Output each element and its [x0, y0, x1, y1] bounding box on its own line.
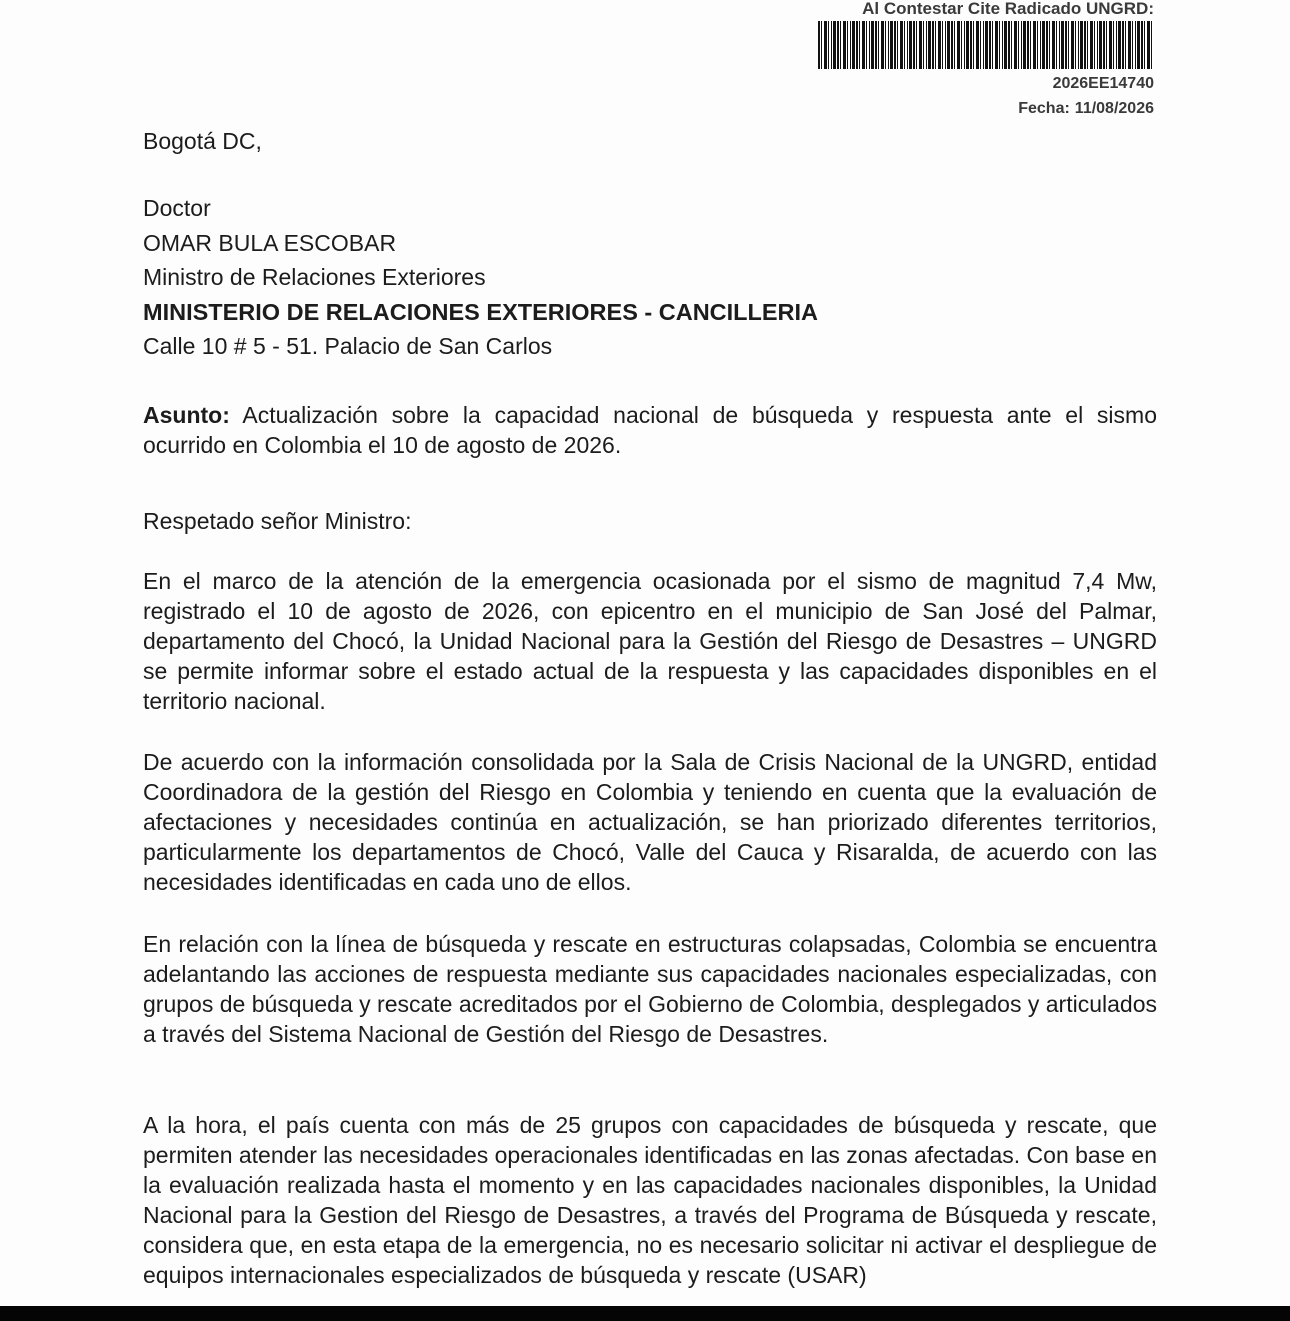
radicado-block: [790, 0, 1154, 18]
radicado-caption: Al Contestar Cite Radicado UNGRD:: [862, 0, 1154, 18]
paragraph-1: En el marco de la atención de la emergencia ocasionada por el sismo de magnitud 7,4 Mw, registrado el 10 de agosto de 2026, con epicentro en el municipio de San José del Palmar, departamento del Chocó, la Unidad Nacional para la Gestión del Riesgo de Desastres – UNGRD se permite informar sobre el estado actual de la respuesta y las capacidades disponibles en el territorio nacional.: [143, 568, 1157, 714]
subject-text: Actualización sobre la capacidad nacional de búsqueda y respuesta ante el sismo ocurrido en Colombia el 10 de agosto de 2026.: [143, 402, 1157, 458]
bottom-edge-bar: [0, 1306, 1290, 1321]
paragraph-3: En relación con la línea de búsqueda y rescate en estructuras colapsadas, Colombia se encuentra adelantando las acciones de respuesta mediante sus capacidades nacionales especializadas, con grupos de búsqueda y rescate acreditados por el Gobierno de Colombia, desplegados y articulados a través del Sistema Nacional de Gestión del Riesgo de Desastres.: [143, 931, 1157, 1047]
addressee-position: Ministro de Relaciones Exteriores: [143, 264, 486, 290]
addressee-address: Calle 10 # 5 - 51. Palacio de San Carlos: [143, 333, 553, 359]
date-value: 11/08/2026: [1074, 100, 1154, 117]
addressee-title: Doctor: [143, 195, 211, 221]
addressee-name: OMAR BULA ESCOBAR: [143, 229, 397, 256]
paragraph-2: De acuerdo con la información consolidada por la Sala de Crisis Nacional de la UNGRD, entidad Coordinadora de la gestión del Riesgo en Colombia y teniendo en cuenta que la evaluación de afectaciones y necesidades continúa en actualización, se han priorizado diferentes territorios, particularmente los departamentos de Chocó, Valle del Cauca y Risaralda, de acuerdo con las necesidades identificadas en cada uno de ellos.: [143, 749, 1157, 895]
radicado-number: 2026EE14740: [1052, 75, 1154, 92]
paragraph-4: A la hora, el país cuenta con más de 25 grupos con capacidades de búsqueda y rescate, que permiten atender las necesidades operacionales identificadas en las zonas afectadas. Con base en la evaluación realizada hasta el momento y en las capacidades nacionales disponibles, la Unidad Nacional para la Gestion del Riesgo de Desastres, a través del Programa de Búsqueda y rescate, considera que, en esta etapa de la emergencia, no es necesario solicitar ni activar el despliegue de equipos internacionales especializados de búsqueda y rescate (USAR): [143, 1112, 1157, 1288]
date-label: Fecha:: [1018, 100, 1070, 117]
addressee-block: [143, 193, 1157, 366]
subject-label: Asunto:: [143, 402, 230, 428]
letter-city: Bogotá DC,: [143, 128, 262, 154]
greeting: Respetado señor Ministro:: [143, 508, 412, 534]
barcode-image: [818, 21, 1154, 69]
addressee-institution: MINISTERIO DE RELACIONES EXTERIORES - CANCILLERIA: [143, 298, 819, 325]
radicado-date: [900, 100, 1154, 118]
subject-line: [143, 400, 1157, 460]
